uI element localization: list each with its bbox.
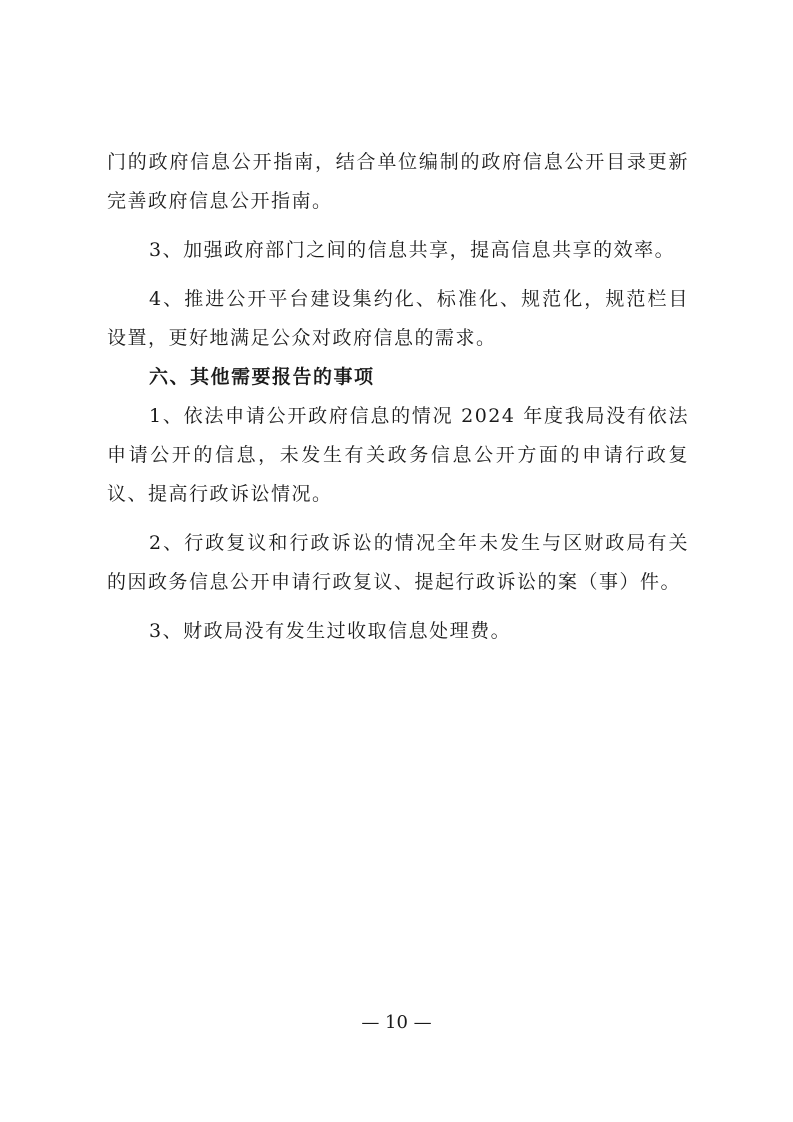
page-number: — 10 — [361,1012,432,1033]
paragraph-review-litigation: 2、行政复议和行政诉讼的情况全年未发生与区财政局有关的因政务信息公开申请行政复议、提起行政诉讼的案（事）件。 [107,532,689,593]
paragraph-platform-construction: 4、推进公开平台建设集约化、标准化、规范化，规范栏目设置，更好地满足公众对政府信息的需求。 [107,288,689,349]
paragraph-info-sharing: 3、加强政府部门之间的信息共享，提高信息共享的效率。 [149,239,676,261]
paragraph-guide-update: 门的政府信息公开指南，结合单位编制的政府信息公开目录更新完善政府信息公开指南。 [107,151,689,212]
document-body [107,143,689,651]
section-heading: 六、其他需要报告的事项 [149,366,375,388]
paragraph-disclosure-requests: 1、依法申请公开政府信息的情况 2024 年度我局没有依法申请公开的信息，未发生有关政务信息公开方面的申请行政复议、提高行政诉讼情况。 [107,405,689,505]
paragraph-processing-fees: 3、财政局没有发生过收取信息处理费。 [149,620,512,642]
